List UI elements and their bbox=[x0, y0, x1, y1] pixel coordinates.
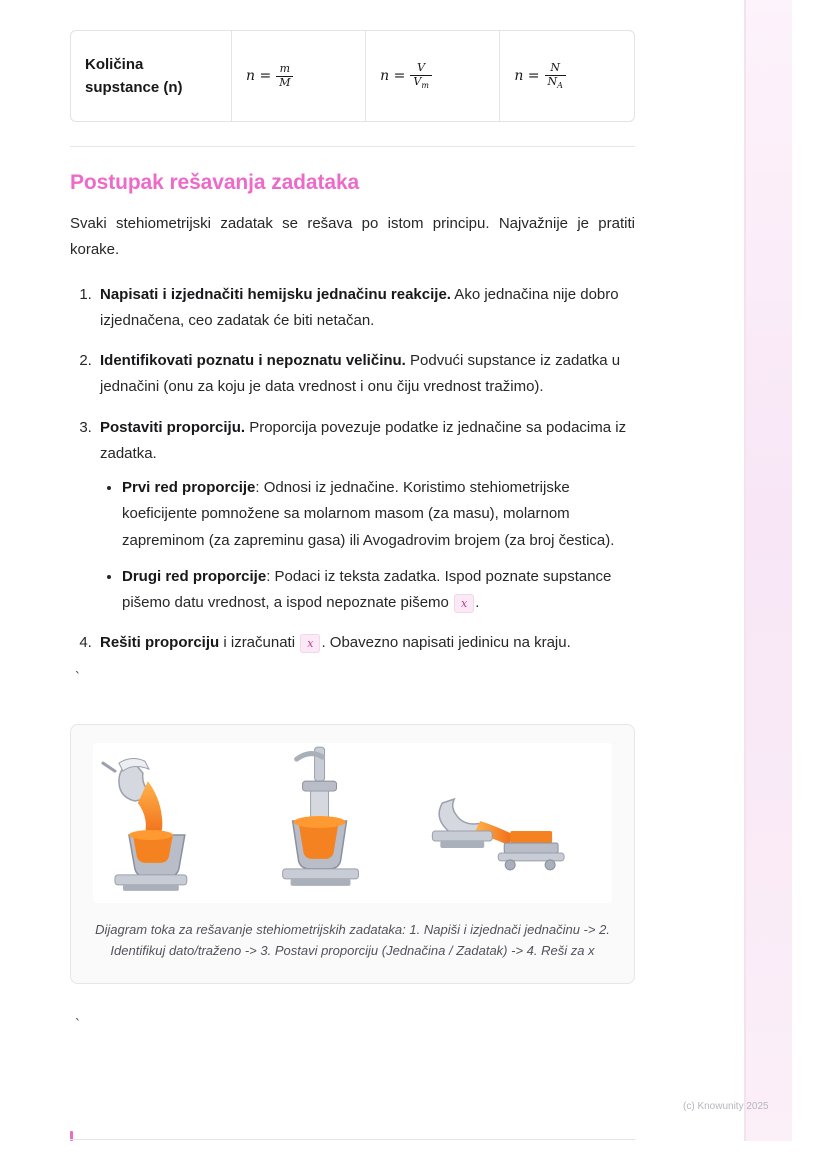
fraction-numerator: N bbox=[550, 60, 561, 74]
sub-item-2-text-after: . bbox=[475, 594, 480, 611]
table-cell-formula-1 bbox=[232, 31, 366, 121]
list-item bbox=[96, 348, 635, 401]
fraction-numerator: V bbox=[417, 60, 426, 74]
list-item bbox=[122, 475, 635, 554]
sub-item-2-bold: Drugi red proporcije bbox=[122, 567, 267, 585]
formula-n-V-Vm: n = $\frac{V}{V_m}$ bbox=[380, 62, 432, 90]
formula-n-N-NA: n = $\frac{N}{N_A}$ bbox=[514, 62, 566, 90]
table-cell-formula-3 bbox=[500, 31, 634, 121]
step-2-bold: Identifikovati poznatu i nepoznatu veličinu. bbox=[100, 352, 406, 369]
page-title: Postupak rešavanja zadataka bbox=[70, 171, 360, 194]
copyright-footer: (c) Knowunity 2025 bbox=[683, 1101, 769, 1112]
pouring-crucible-diagram-icon bbox=[93, 743, 612, 903]
list-item bbox=[96, 282, 635, 335]
steps-list bbox=[70, 282, 635, 657]
step-4-text-before: i izračunati bbox=[219, 634, 300, 652]
step-3-bold: Postaviti proporciju. bbox=[100, 418, 246, 436]
step-3-sublist bbox=[100, 475, 635, 616]
bottom-divider bbox=[70, 1139, 635, 1140]
fraction-numerator: m bbox=[279, 61, 291, 75]
step-4-text-after: . Obavezno napisati jedinicu na kraju. bbox=[321, 634, 571, 652]
stray-backtick-bottom: ` bbox=[74, 1018, 82, 1034]
table-row bbox=[71, 31, 634, 121]
fraction-denominator: $N_A$ bbox=[545, 75, 566, 90]
x-variable-badge: x bbox=[454, 594, 474, 613]
figure-card bbox=[70, 724, 635, 985]
step-2-text: Podvući supstance iz zadatka u jednačini (onu za koju je data vrednost i onu čiju vrednost tražimo). bbox=[100, 352, 621, 396]
quantity-formula-table bbox=[70, 30, 635, 122]
sub-item-2-text-before: : Podaci iz teksta zadatka. Ispod poznate supstance pišemo datu vrednost, a ispod nepoznate pišemo bbox=[122, 567, 612, 611]
step-4-bold: Rešiti proporciju bbox=[100, 634, 220, 652]
document-page bbox=[70, 0, 635, 1033]
section-divider bbox=[70, 146, 635, 147]
fraction-denominator: $V_m$ bbox=[410, 75, 432, 90]
table-cell-formula-2 bbox=[366, 31, 500, 121]
intro-paragraph: Svaki stehiometrijski zadatak se rešava po istom principu. Najvažnije je pratiti korake. bbox=[70, 215, 635, 259]
step-1-text: Ako jednačina nije dobro izjednačena, ceo zadatak će biti netačan. bbox=[100, 285, 619, 329]
list-item bbox=[122, 564, 635, 617]
stehiometrija-illustration bbox=[93, 743, 612, 903]
table-cell-label: Količina supstance (n) bbox=[71, 31, 232, 121]
page-side-gradient-strip bbox=[746, 0, 792, 1141]
page-side-strip-edge bbox=[744, 0, 746, 1141]
list-item bbox=[96, 630, 635, 656]
formula-n-m-M: n = $\frac{m}{M}$ bbox=[246, 63, 293, 89]
stray-backtick-top: ` bbox=[74, 670, 82, 686]
sub-item-1-bold: Prvi red proporcije bbox=[122, 479, 256, 496]
figure-caption: Dijagram toka za rešavanje stehiometrijskih zadataka: 1. Napiši i izjednači jednačinu -> 2. Identifikuj dato/traženo -> 3. Postavi proporciju (Jednačina / Zadatak) -> 4. Reši za x bbox=[95, 921, 610, 958]
step-3-text: Proporcija povezuje podatke iz jednačine sa podacima iz zadatka. bbox=[100, 418, 627, 462]
list-item bbox=[96, 415, 635, 617]
fraction-denominator: M bbox=[276, 76, 293, 90]
sub-item-1-text: : Odnosi iz jednačine. Koristimo stehiometrijske koeficijente pomnožene sa molarnom masom (za masu), molarnom zapreminom (za zapreminu gasa) ili Avogadrovim brojem (za broj čestica). bbox=[122, 479, 615, 549]
x-variable-badge: x bbox=[300, 634, 320, 653]
step-1-bold: Napisati i izjednačiti hemijsku jednačinu reakcije. bbox=[100, 285, 451, 303]
